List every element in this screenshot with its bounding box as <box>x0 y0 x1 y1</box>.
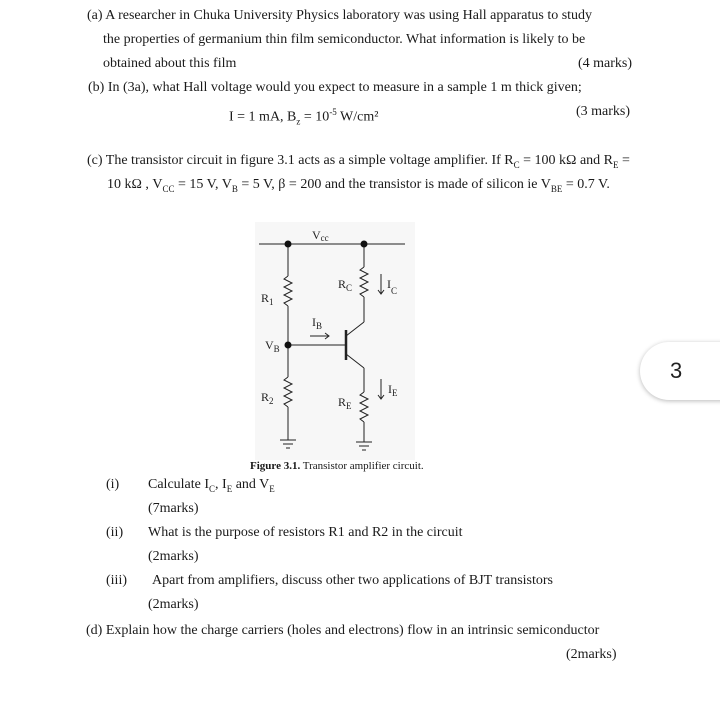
re-label: $R_E$ <box>338 395 352 411</box>
question-c-line2: 10 kΩ , $V_{CC} = 15$ V, $V_B = 5$ V, β = 200 and the transistor is made of silicon ie $V_{BE} = 0.7$ V. <box>107 177 610 194</box>
sub-question-iii-text: Apart from amplifiers, discuss other two applications of BJT transistors <box>152 573 554 588</box>
page-number-tab[interactable] <box>640 342 720 400</box>
sub-question-ii-label: (ii) <box>106 525 124 540</box>
question-b-marks: (3 marks) <box>576 104 631 119</box>
sub-question-iii-marks: (2marks) <box>148 597 199 612</box>
ic-label: $I_C$ <box>387 277 398 296</box>
question-b-given: I = 1 mA, $B_z = 10^{-5}$ W/cm² <box>229 107 379 127</box>
vcc-right-node <box>361 241 368 248</box>
sub-question-ii-marks: (2marks) <box>148 549 199 564</box>
vcc-left-node <box>285 241 292 248</box>
question-d-marks: (2marks) <box>566 647 617 662</box>
sub-question-iii-label: (iii) <box>106 573 127 588</box>
question-a-line3: obtained about this film <box>103 56 237 71</box>
ib-label: $I_B$ <box>312 315 323 331</box>
rc-label: $R_C$ <box>338 277 353 293</box>
figure-caption: Figure 3.1. Transistor amplifier circuit. <box>250 460 424 472</box>
sub-question-ii-text: What is the purpose of resistors R1 and R2 in the circuit <box>148 525 463 540</box>
ie-label: $I_E$ <box>388 382 398 398</box>
transistor-circuit-diagram <box>255 222 415 460</box>
question-b-line1: (b) In (3a), what Hall voltage would you expect to measure in a sample 1 m thick given; <box>88 80 582 95</box>
r1-label: $R_1$ <box>261 291 274 307</box>
sub-question-i-marks: (7marks) <box>148 501 199 516</box>
question-a-line2: the properties of germanium thin film semiconductor. What information is likely to be <box>103 32 586 47</box>
sub-question-i-label: (i) <box>106 477 120 492</box>
question-a-marks: (4 marks) <box>578 56 633 71</box>
vb-label: $V_B$ <box>265 338 280 354</box>
vcc-label: Vcc <box>312 228 329 243</box>
question-d-line1: (d) Explain how the charge carriers (holes and electrons) flow in an intrinsic semiconductor <box>86 623 600 638</box>
vb-node <box>285 342 292 349</box>
question-c-line1: (c) The transistor circuit in figure 3.1 acts as a simple voltage amplifier. If $R_C = 100$ kΩ and $R_E$ = <box>87 153 630 170</box>
r2-label: $R_2$ <box>261 390 274 406</box>
sub-question-i-text: Calculate $I_C$, $I_E$ and $V_E$ <box>148 477 275 494</box>
page-number: 3 <box>670 358 683 383</box>
question-a-line1: (a) A researcher in Chuka University Physics laboratory was using Hall apparatus to study <box>87 8 593 23</box>
